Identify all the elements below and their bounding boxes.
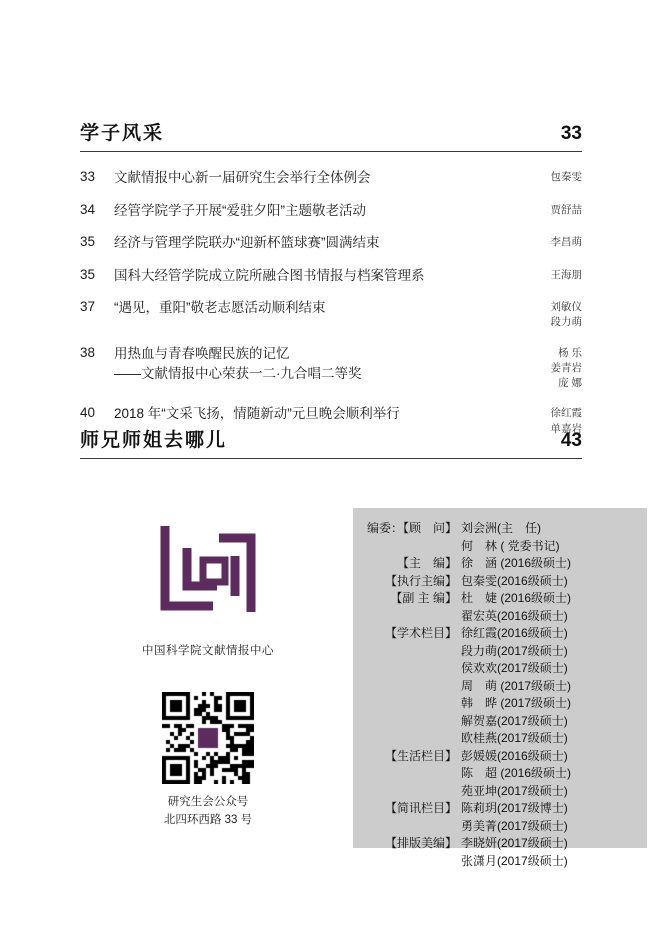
section-heading-shixiongshijie: [80, 425, 582, 459]
toc-entry-title: [114, 344, 516, 384]
board-role-label: 【生活栏目】: [384, 748, 457, 763]
board-member-name: 杜 婕 (2016级硕士): [461, 591, 572, 605]
board-member-name: 李晓妍(2017级硕士): [461, 836, 568, 850]
toc-entry-author: 段力萌: [550, 316, 582, 329]
toc-entry-title: [114, 233, 516, 253]
toc-entry-title: [114, 404, 516, 424]
board-row: [365, 573, 637, 591]
toc-entry[interactable]: [80, 298, 582, 330]
board-member-name: 翟宏英(2016级硕士): [461, 608, 568, 623]
board-row: [365, 608, 637, 626]
toc-entry[interactable]: [80, 233, 582, 253]
toc-entry-subtitle: ——文献情报中心荣获一二·九合唱二等奖: [114, 366, 362, 382]
board-row: [365, 818, 637, 836]
toc-entry-author: 徐红霞: [550, 407, 582, 420]
board-member-name: 欧桂燕(2017级硕士): [461, 731, 568, 745]
toc-entry[interactable]: [80, 344, 582, 392]
board-row: [365, 643, 637, 661]
board-member-name: 陈 超 (2016级硕士): [461, 766, 572, 780]
board-row: [365, 538, 637, 556]
board-row: [365, 853, 637, 871]
logo-block: [96, 520, 320, 830]
toc-entry-author: 李昌萌: [550, 236, 582, 249]
toc-entry-author: 杨 乐: [558, 346, 582, 359]
board-member-name: 包秦雯(2016级硕士): [461, 573, 568, 588]
board-row: [365, 835, 637, 853]
board-row: [365, 713, 637, 731]
toc-entry-page: 38: [80, 344, 96, 360]
toc-entry-page: 35: [80, 266, 96, 282]
board-row: [365, 695, 637, 713]
toc-entry-author: 包秦雯: [550, 171, 582, 183]
board-member-name: 周 萌 (2017级硕士): [461, 678, 572, 693]
section-title: 学子风采: [80, 123, 165, 144]
section-heading-xuezifengcai: [80, 118, 582, 152]
qr-caption: [96, 794, 320, 830]
toc-entry-title-main: 经济与管理学院联办“迎新杯篮球赛”圆满结束: [114, 235, 380, 251]
board-member-name: 段力萌(2017级硕士): [461, 643, 568, 658]
board-role-label: 【学术栏目】: [384, 626, 457, 640]
qr-caption-line2: 北四环西路 33 号: [163, 813, 253, 826]
toc-entry-author: 姜青岩: [550, 361, 582, 374]
board-member-name: 徐红霞(2016级硕士): [461, 626, 568, 640]
toc-entry[interactable]: [80, 201, 582, 221]
toc-entry-authors: [516, 344, 582, 392]
toc-entry-author: 刘敏仪: [550, 301, 582, 314]
toc-entry-authors: [516, 233, 582, 250]
table-of-contents: [80, 168, 582, 450]
section-page-number: 43: [560, 430, 582, 451]
board-member-name: 何 林 ( 党委书记): [461, 538, 560, 553]
toc-entry-title-main: “遇见，重阳”敬老志愿活动顺利结束: [114, 300, 326, 316]
toc-entry-title-main: 文献情报中心新一届研究生会举行全体例会: [114, 170, 371, 185]
footer-block: [0, 480, 662, 936]
qr-code-icon: [162, 692, 254, 784]
qr-block: [96, 692, 320, 830]
board-row: [365, 800, 637, 818]
board-role-label: 【排版美编】: [384, 836, 457, 850]
section-page-number: 33: [560, 123, 582, 144]
board-row: [365, 625, 637, 643]
toc-entry-title: [114, 168, 516, 188]
board-row: [365, 660, 637, 678]
toc-entry-author: 庞 娜: [558, 377, 582, 390]
toc-entry-authors: [516, 298, 582, 330]
board-member-name: 勇美菁(2017级硕士): [461, 818, 568, 833]
toc-entry-title-main: 经管学院学子开展“爱驻夕阳”主题敬老活动: [114, 202, 366, 218]
board-role-label: 【简讯栏目】: [384, 801, 457, 815]
toc-entry-author: 王海朋: [550, 268, 582, 281]
toc-entry-page: 37: [80, 299, 96, 315]
toc-entry-title-main: 用热血与青春唤醒民族的记忆: [114, 345, 290, 361]
editorial-board-panel: [353, 508, 647, 868]
board-member-name: 韩 晔 (2017级硕士): [461, 696, 572, 710]
toc-entry-page: 33: [80, 169, 96, 184]
toc-entry-author: 单嘉岩: [550, 422, 582, 435]
toc-entry-authors: [516, 168, 582, 185]
toc-entry-authors: [516, 201, 582, 218]
institution-logo-icon: [143, 520, 273, 628]
qr-caption-line1: 研究生会公众号: [167, 796, 249, 808]
board-row: [365, 590, 637, 608]
board-row: [365, 783, 637, 801]
board-row: [365, 730, 637, 748]
board-row: [365, 555, 637, 573]
toc-entry[interactable]: [80, 266, 582, 286]
board-row: [365, 678, 637, 696]
board-role-label: 【主 编】: [396, 556, 457, 570]
toc-entry-page: 35: [80, 234, 96, 250]
toc-entry-title-main: 国科大经管学院成立院所融合图书情报与档案管理系: [114, 267, 425, 283]
board-member-name: 陈莉玥(2017级博士): [461, 801, 568, 815]
toc-entry-page: 40: [80, 405, 96, 421]
toc-entry-page: 34: [80, 201, 96, 217]
toc-entry[interactable]: [80, 168, 582, 188]
toc-entry-title: [114, 201, 516, 221]
board-member-name: 彭媛媛(2016级硕士): [461, 748, 568, 763]
board-member-name: 侯欢欢(2017级硕士): [461, 661, 568, 675]
board-role-label: 【执行主编】: [384, 573, 457, 588]
board-row: [365, 748, 637, 766]
board-member-name: 解贺嘉(2017级硕士): [461, 713, 568, 728]
board-member-name: 刘会洲(主 任): [461, 521, 541, 535]
section-title: 师兄师姐去哪儿: [80, 430, 228, 451]
board-member-name: 张潇月(2017级硕士): [461, 853, 568, 868]
board-row: [365, 520, 637, 538]
toc-entry-title: [114, 266, 516, 286]
board-heading-label: 编委：【顾 问】: [366, 521, 457, 535]
board-role-label: 【副 主 编】: [390, 591, 457, 605]
logo-caption: 中国科学院文献情报中心: [142, 645, 274, 657]
toc-entry-title-main: 2018 年“文采飞扬，情随新动”元旦晚会顺利举行: [114, 406, 400, 422]
toc-entry-title: [114, 298, 516, 318]
toc-entry-authors: [516, 266, 582, 283]
board-member-name: 徐 涵 (2016级硕士): [461, 556, 572, 570]
board-row: [365, 765, 637, 783]
board-member-name: 苑亚坤(2017级硕士): [461, 783, 568, 798]
toc-entry-author: 贾舒喆: [550, 203, 582, 216]
